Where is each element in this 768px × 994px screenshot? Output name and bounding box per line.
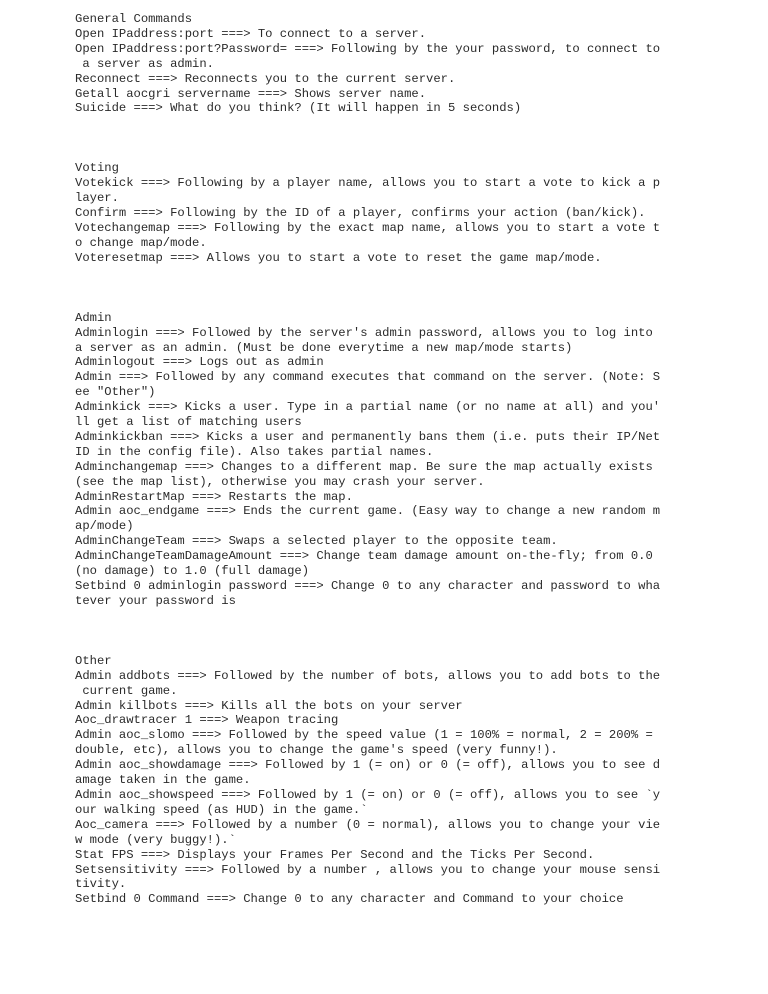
text-line: o change map/mode. — [75, 235, 207, 250]
text-line: Stat FPS ===> Displays your Frames Per Second and the Ticks Per Second. — [75, 847, 595, 862]
text-line: Admin addbots ===> Followed by the number of bots, allows you to add bots to the — [75, 668, 661, 683]
text-line: w mode (very buggy!).` — [75, 832, 236, 847]
text-line: ee "Other") — [75, 385, 156, 400]
text-line: AdminRestartMap ===> Restarts the map. — [75, 489, 353, 504]
document-page — [75, 12, 675, 907]
text-line: ID in the config file). Also takes partial names. — [75, 444, 434, 459]
section-general-commands — [75, 12, 675, 116]
section-other — [75, 654, 675, 907]
section-heading: Admin — [75, 310, 112, 325]
text-line: Voteresetmap ===> Allows you to start a vote to reset the game map/mode. — [75, 250, 602, 265]
text-line: current game. — [75, 683, 178, 698]
text-line: Adminlogin ===> Followed by the server's admin password, allows you to log into — [75, 325, 653, 340]
text-line: Admin killbots ===> Kills all the bots on your server — [75, 698, 463, 713]
text-line: Confirm ===> Following by the ID of a player, confirms your action (ban/kick). — [75, 206, 646, 221]
text-line: Suicide ===> What do you think? (It will happen in 5 seconds) — [75, 101, 522, 116]
text-line: Admin ===> Followed by any command executes that command on the server. (Note: S — [75, 370, 661, 385]
text-line: Admin aoc_showdamage ===> Followed by 1 (= on) or 0 (= off), allows you to see d — [75, 758, 661, 773]
text-line: Getall aocgri servername ===> Shows server name. — [75, 86, 427, 101]
text-line: AdminChangeTeam ===> Swaps a selected player to the opposite team. — [75, 534, 558, 549]
text-line: tivity. — [75, 877, 127, 892]
text-line: Open IPaddress:port ===> To connect to a server. — [75, 26, 427, 41]
section-admin — [75, 311, 675, 609]
text-line: (see the map list), otherwise you may crash your server. — [75, 474, 485, 489]
text-line: ll get a list of matching users — [75, 415, 302, 430]
text-line: Setbind 0 Command ===> Change 0 to any character and Command to your choice — [75, 892, 624, 907]
text-line: Votekick ===> Following by a player name, allows you to start a vote to kick a p — [75, 176, 661, 191]
section-heading: Voting — [75, 161, 119, 176]
text-line: (no damage) to 1.0 (full damage) — [75, 564, 310, 579]
section-heading: General Commands — [75, 12, 193, 26]
text-line: tever your password is — [75, 593, 236, 608]
text-line: Admin aoc_slomo ===> Followed by the speed value (1 = 100% = normal, 2 = 200% = — [75, 728, 653, 743]
text-line: amage taken in the game. — [75, 773, 251, 788]
section-heading: Other — [75, 653, 112, 668]
text-line: our walking speed (as HUD) in the game.` — [75, 802, 368, 817]
text-line: AdminChangeTeamDamageAmount ===> Change team damage amount on-the-fly; from 0.0 — [75, 549, 653, 564]
text-line: Aoc_camera ===> Followed by a number (0 = normal), allows you to change your vie — [75, 817, 661, 832]
text-line: Setsensitivity ===> Followed by a number , allows you to change your mouse sensi — [75, 862, 661, 877]
text-line: double, etc), allows you to change the game's speed (very funny!). — [75, 743, 558, 758]
text-line: a server as an admin. (Must be done everytime a new map/mode starts) — [75, 340, 573, 355]
text-line: Setbind 0 adminlogin password ===> Change 0 to any character and password to wha — [75, 579, 661, 593]
text-line: Open IPaddress:port?Password= ===> Following by the your password, to connect to — [75, 41, 661, 56]
text-line: Admin aoc_endgame ===> Ends the current game. (Easy way to change a new random m — [75, 504, 661, 519]
text-line: Aoc_drawtracer 1 ===> Weapon tracing — [75, 713, 339, 728]
text-line: Votechangemap ===> Following by the exact map name, allows you to start a vote t — [75, 220, 661, 235]
text-line: Admin aoc_showspeed ===> Followed by 1 (= on) or 0 (= off), allows you to see `y — [75, 787, 661, 802]
section-voting — [75, 161, 675, 265]
text-line: ap/mode) — [75, 519, 134, 534]
text-line: layer. — [75, 191, 119, 206]
text-line: Adminkickban ===> Kicks a user and permanently bans them (i.e. puts their IP/Net — [75, 429, 661, 444]
text-line: a server as admin. — [75, 56, 214, 71]
text-line: Adminchangemap ===> Changes to a different map. Be sure the map actually exists — [75, 459, 653, 474]
text-line: Reconnect ===> Reconnects you to the current server. — [75, 71, 456, 86]
text-line: Adminkick ===> Kicks a user. Type in a partial name (or no name at all) and you' — [75, 400, 661, 415]
text-line: Adminlogout ===> Logs out as admin — [75, 355, 324, 370]
